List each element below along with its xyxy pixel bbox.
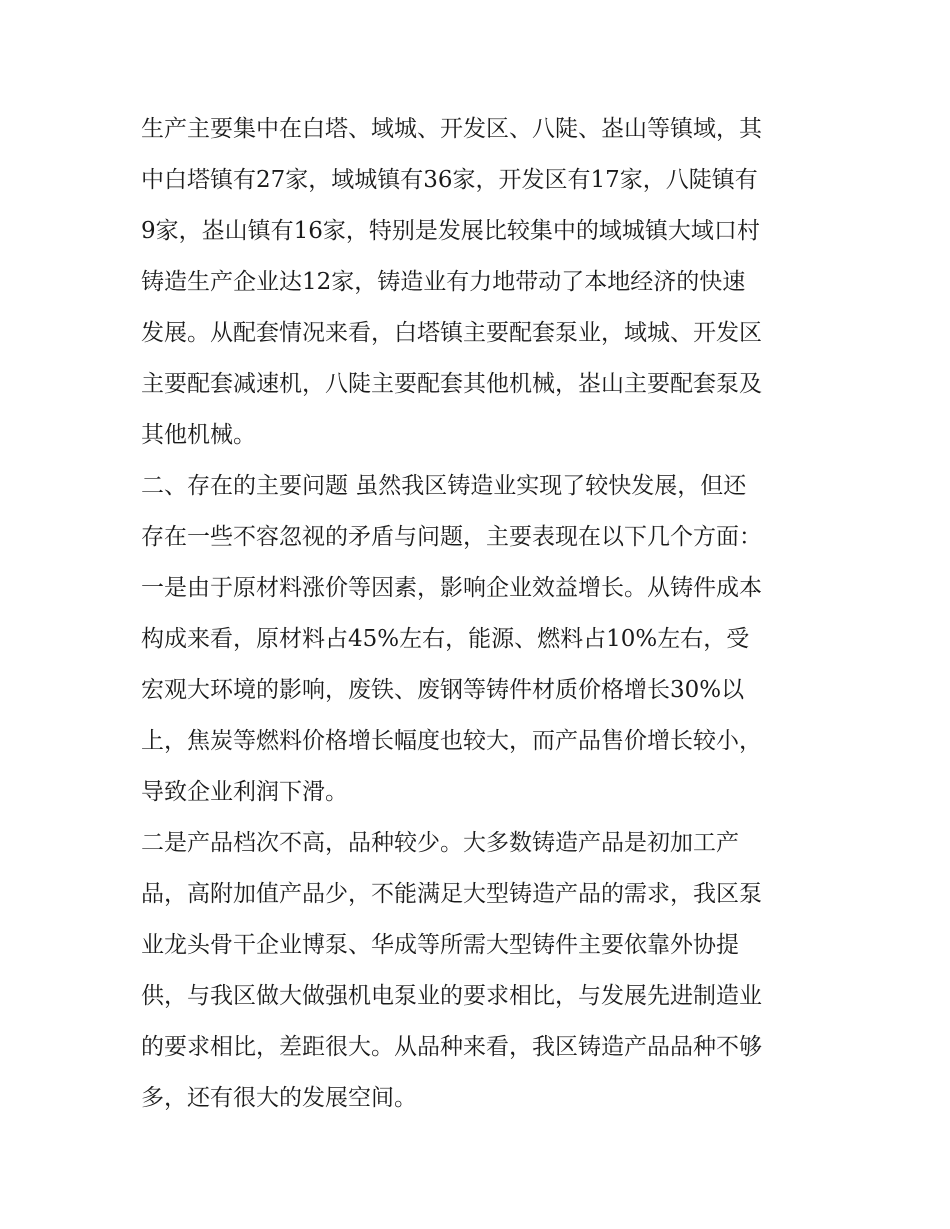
section-heading-line: 二、存在的主要问题 虽然我区铸造业实现了较快发展，但还 — [141, 473, 747, 499]
text-line: 主要配套减速机，八陡主要配套其他机械，峜山主要配套泵及 — [141, 371, 762, 397]
text-line: 铸造生产企业达12家，铸造业有力地带动了本地经济的快速 — [141, 269, 746, 295]
text-line: 存在一些不容忽视的矛盾与问题，主要表现在以下几个方面： — [141, 524, 762, 550]
text-line: 业龙头骨干企业博泵、华成等所需大型铸件主要依靠外协提 — [141, 932, 739, 958]
text-line: 其他机械。 — [141, 422, 256, 448]
text-line: 构成来看，原材料占45%左右，能源、燃料占10%左右，受 — [141, 626, 750, 652]
text-line: 宏观大环境的影响，废铁、废钢等铸件材质价格增长30%以 — [141, 677, 745, 703]
text-line: 上，焦炭等燃料价格增长幅度也较大，而产品售价增长较小， — [141, 728, 762, 754]
text-line: 9家，峜山镇有16家，特别是发展比较集中的域城镇大域口村 — [141, 218, 760, 244]
text-line: 导致企业利润下滑。 — [141, 779, 348, 805]
text-line: 中白塔镇有27家，域城镇有36家，开发区有17家，八陡镇有 — [141, 167, 758, 193]
document-body — [141, 104, 811, 1124]
text-line: 二是产品档次不高，品种较少。大多数铸造产品是初加工产 — [141, 830, 739, 856]
text-line: 的要求相比，差距很大。从品种来看，我区铸造产品品种不够 — [141, 1034, 762, 1060]
text-line: 品，高附加值产品少，不能满足大型铸造产品的需求，我区泵 — [141, 881, 762, 907]
text-line: 多，还有很大的发展空间。 — [141, 1085, 417, 1111]
text-line: 供，与我区做大做强机电泵业的要求相比，与发展先进制造业 — [141, 983, 762, 1009]
text-line: 发展。从配套情况来看，白塔镇主要配套泵业，域城、开发区 — [141, 320, 762, 346]
text-line: 一是由于原材料涨价等因素，影响企业效益增长。从铸件成本 — [141, 575, 762, 601]
text-line: 生产主要集中在白塔、域城、开发区、八陡、峜山等镇域，其 — [141, 116, 762, 142]
